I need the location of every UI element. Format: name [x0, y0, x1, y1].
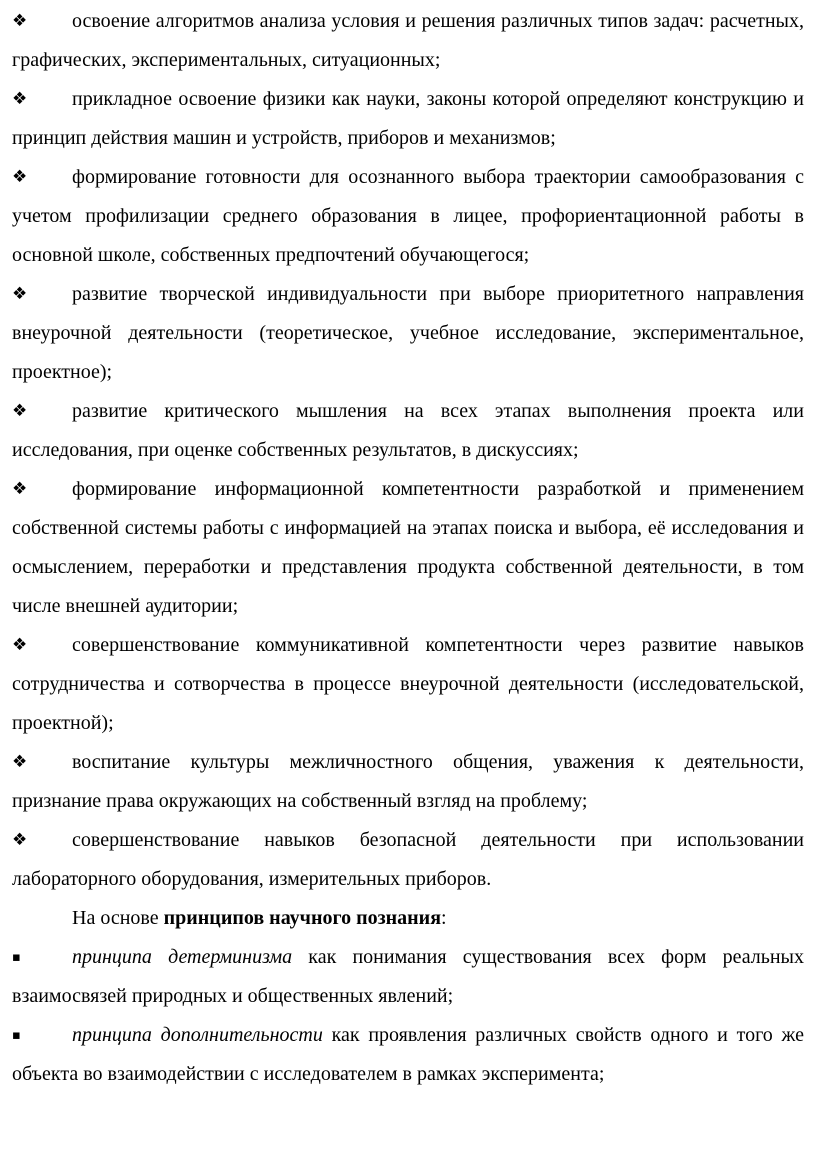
intro-bold-term: принципов научного познания	[163, 907, 442, 929]
diamond-bullet-icon: ❖	[12, 479, 28, 499]
list-item	[12, 743, 804, 821]
intro-suffix: :	[441, 907, 447, 929]
square-bullet-icon: ▪	[12, 1028, 21, 1043]
list-item-text: освоение алгоритмов анализа условия и решения различных типов задач: расчетных, графических, экспериментальных, ситуационных;	[12, 10, 804, 71]
principle-description: как понимания существования всех форм реальных взаимосвязей природных и общественных явлений;	[12, 946, 804, 1007]
diamond-bullet-icon: ❖	[12, 401, 28, 421]
diamond-bullet-icon: ❖	[12, 830, 28, 850]
list-item	[12, 821, 804, 899]
principles-intro	[12, 899, 804, 938]
diamond-bullet-icon: ❖	[12, 752, 28, 772]
principle-description: как проявления различных свойств одного и того же объекта во взаимодействии с исследователем в рамках эксперимента;	[12, 1024, 804, 1085]
list-item-text: совершенствование навыков безопасной деятельности при использовании лабораторного оборудования, измерительных приборов.	[12, 829, 804, 890]
list-item	[12, 470, 804, 626]
diamond-bullet-icon: ❖	[12, 167, 28, 187]
diamond-bullet-icon: ❖	[12, 11, 28, 31]
list-item-text: прикладное освоение физики как науки, законы которой определяют конструкцию и принцип действия машин и устройств, приборов и механизмов;	[12, 88, 804, 149]
square-bullet-icon: ▪	[12, 950, 21, 965]
diamond-bullet-icon: ❖	[12, 284, 28, 304]
principle-name: принципа дополнительности	[72, 1024, 323, 1046]
list-item-text: формирование готовности для осознанного выбора траектории самообразования с учетом профилизации среднего образования в лицее, профориентационной работы в основной школе, собственных предпочтений обучающегося;	[12, 166, 804, 266]
list-item	[12, 275, 804, 392]
list-item-text: развитие творческой индивидуальности при выборе приоритетного направления внеурочной деятельности (теоретическое, учебное исследование, экспериментальное, проектное);	[12, 283, 804, 383]
principle-name: принципа детерминизма	[72, 946, 293, 968]
list-item	[12, 1016, 804, 1094]
intro-prefix: На основе	[72, 907, 164, 929]
list-item-text: формирование информационной компетентности разработкой и применением собственной системы работы с информацией на этапах поиска и выбора, её исследования и осмыслением, переработки и представления продукта собственной деятельности, в том числе внешней аудитории;	[12, 478, 804, 617]
list-item	[12, 938, 804, 1016]
list-item	[12, 392, 804, 470]
list-item-text: совершенствование коммуникативной компетентности через развитие навыков сотрудничества и сотворчества в процессе внеурочной деятельности (исследовательской, проектной);	[12, 634, 804, 734]
list-item-text: развитие критического мышления на всех этапах выполнения проекта или исследования, при оценке собственных результатов, в дискуссиях;	[12, 400, 804, 461]
list-item-text: воспитание культуры межличностного общения, уважения к деятельности, признание права окружающих на собственный взгляд на проблему;	[12, 751, 804, 812]
list-item	[12, 626, 804, 743]
diamond-bullet-icon: ❖	[12, 635, 28, 655]
list-item	[12, 2, 804, 80]
list-item	[12, 80, 804, 158]
diamond-bullet-icon: ❖	[12, 89, 28, 109]
list-item	[12, 158, 804, 275]
